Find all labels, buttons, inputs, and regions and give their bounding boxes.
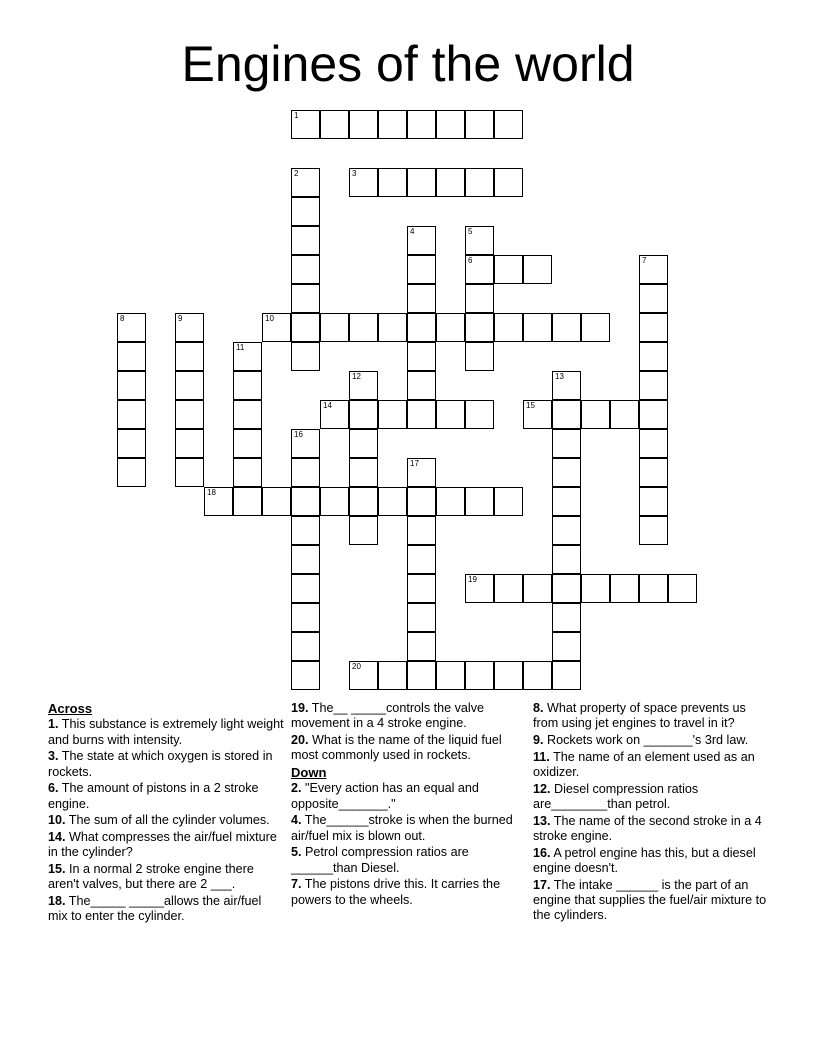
crossword-cell[interactable] — [233, 400, 262, 429]
clue-down-9 — [533, 733, 769, 748]
crossword-cell[interactable] — [378, 661, 407, 690]
crossword-cell[interactable] — [233, 487, 262, 516]
clue-text: The______stroke is when the burned air/fuel mix is blown out. — [291, 813, 513, 843]
clue-down-2 — [291, 781, 527, 812]
clue-across-20 — [291, 733, 527, 764]
clue-text: The name of an element used as an oxidizer. — [533, 749, 755, 779]
crossword-cell[interactable] — [175, 429, 204, 458]
crossword-cell[interactable] — [407, 342, 436, 371]
crossword-cell[interactable] — [668, 574, 697, 603]
crossword-cell[interactable] — [465, 110, 494, 139]
crossword-cell[interactable] — [494, 574, 523, 603]
clue-down-17 — [533, 878, 769, 924]
clue-text: What is the name of the liquid fuel most commonly used in rockets. — [291, 732, 502, 763]
crossword-cell[interactable] — [291, 545, 320, 574]
page-title: Engines of the world — [181, 36, 635, 92]
crossword-cell[interactable] — [610, 574, 639, 603]
crossword-cell[interactable] — [175, 400, 204, 429]
crossword-cell[interactable] — [291, 632, 320, 661]
crossword-cell[interactable] — [407, 313, 436, 342]
crossword-cell[interactable] — [494, 168, 523, 197]
crossword-cell[interactable] — [465, 284, 494, 313]
crossword-cell[interactable] — [378, 487, 407, 516]
crossword-cell[interactable] — [552, 603, 581, 632]
clue-number: 20. — [291, 732, 309, 747]
crossword-cell[interactable] — [320, 313, 349, 342]
clue-text: The amount of pistons in a 2 stroke engine. — [48, 781, 259, 811]
crossword-cell[interactable] — [436, 168, 465, 197]
crossword-cell[interactable] — [552, 487, 581, 516]
crossword-cell[interactable] — [117, 458, 146, 487]
down-heading: Down — [291, 764, 327, 780]
clue-number-label: 19 — [468, 575, 477, 584]
clue-number-label: 13 — [555, 372, 564, 381]
clue-number-label: 2 — [294, 169, 299, 178]
crossword-cell[interactable] — [494, 487, 523, 516]
crossword-cell[interactable] — [291, 255, 320, 284]
crossword-cell[interactable] — [494, 255, 523, 284]
crossword-cell[interactable] — [581, 400, 610, 429]
crossword-cell[interactable] — [291, 487, 320, 516]
clue-number: 6. — [48, 781, 59, 796]
clue-number: 1. — [48, 717, 59, 732]
clue-number: 3. — [48, 749, 59, 764]
crossword-cell[interactable] — [552, 632, 581, 661]
crossword-cell[interactable] — [291, 458, 320, 487]
clue-number-label: 16 — [294, 430, 303, 439]
crossword-cell[interactable] — [349, 458, 378, 487]
crossword-cell[interactable] — [233, 342, 262, 371]
clue-across-14 — [48, 830, 284, 861]
crossword-cell[interactable] — [494, 661, 523, 690]
crossword-cell[interactable] — [349, 487, 378, 516]
clue-down-4 — [291, 813, 527, 844]
clue-number-label: 18 — [207, 488, 216, 497]
crossword-cell[interactable] — [349, 661, 378, 690]
clue-number-label: 20 — [352, 662, 361, 671]
clue-across-18 — [48, 894, 284, 925]
crossword-cell[interactable] — [407, 574, 436, 603]
clue-number-label: 10 — [265, 314, 274, 323]
crossword-cell[interactable] — [291, 197, 320, 226]
crossword-cell[interactable] — [581, 313, 610, 342]
clue-number-label: 7 — [642, 256, 647, 265]
crossword-cell[interactable] — [523, 255, 552, 284]
crossword-cell[interactable] — [436, 487, 465, 516]
clue-number: 18. — [48, 893, 66, 908]
crossword-cell[interactable] — [349, 429, 378, 458]
clue-down-5 — [291, 845, 527, 876]
clue-across-15 — [48, 862, 284, 893]
crossword-cell[interactable] — [552, 458, 581, 487]
crossword-cell[interactable] — [291, 516, 320, 545]
clue-text: "Every action has an equal and opposite_______." — [291, 781, 479, 811]
crossword-cell[interactable] — [639, 574, 668, 603]
crossword-cell[interactable] — [465, 574, 494, 603]
crossword-cell[interactable] — [291, 603, 320, 632]
crossword-cell[interactable] — [465, 255, 494, 284]
clue-number: 17. — [533, 877, 551, 892]
clue-text: The_____ _____allows the air/fuel mix to enter the cylinder. — [48, 893, 262, 924]
clue-column-3 — [533, 701, 769, 925]
crossword-cell[interactable] — [639, 255, 668, 284]
crossword-cell[interactable] — [436, 400, 465, 429]
clue-across-6 — [48, 781, 284, 812]
crossword-cell[interactable] — [523, 574, 552, 603]
crossword-cell[interactable] — [407, 487, 436, 516]
crossword-cell[interactable] — [349, 168, 378, 197]
crossword-cell[interactable] — [552, 661, 581, 690]
crossword-cell[interactable] — [639, 458, 668, 487]
crossword-cell[interactable] — [378, 110, 407, 139]
crossword-cell[interactable] — [320, 487, 349, 516]
crossword-cell[interactable] — [552, 371, 581, 400]
crossword-cell[interactable] — [175, 342, 204, 371]
clue-text: This substance is extremely light weight and burns with intensity. — [48, 717, 284, 747]
crossword-cell[interactable] — [639, 342, 668, 371]
clue-number-label: 11 — [236, 343, 245, 352]
crossword-cell[interactable] — [233, 371, 262, 400]
clue-column-1 — [48, 701, 284, 926]
crossword-cell[interactable] — [291, 110, 320, 139]
crossword-cell[interactable] — [407, 371, 436, 400]
crossword-cell[interactable] — [378, 313, 407, 342]
crossword-cell[interactable] — [407, 168, 436, 197]
crossword-cell[interactable] — [117, 313, 146, 342]
crossword-cell[interactable] — [407, 516, 436, 545]
clue-across-10 — [48, 813, 284, 828]
crossword-cell[interactable] — [552, 313, 581, 342]
clue-number-label: 6 — [468, 256, 473, 265]
clue-number: 15. — [48, 861, 66, 876]
crossword-cell[interactable] — [494, 110, 523, 139]
crossword-cell[interactable] — [291, 226, 320, 255]
clue-text: The pistons drive this. It carries the powers to the wheels. — [291, 877, 501, 907]
crossword-cell[interactable] — [407, 661, 436, 690]
clue-number: 14. — [48, 829, 66, 844]
crossword-cell[interactable] — [552, 574, 581, 603]
clue-number: 16. — [533, 845, 551, 860]
clue-across-1 — [48, 717, 284, 748]
clue-text: Petrol compression ratios are ______than Diesel. — [291, 845, 469, 875]
clue-number-label: 15 — [526, 401, 535, 410]
crossword-cell[interactable] — [175, 313, 204, 342]
crossword-cell[interactable] — [552, 400, 581, 429]
clue-text: In a normal 2 stroke engine there aren't valves, but there are 2 ___. — [48, 861, 254, 892]
clue-text: The state at which oxygen is stored in rockets. — [48, 749, 273, 779]
clue-text: A petrol engine has this, but a diesel engine doesn't. — [533, 845, 756, 875]
clue-text: The name of the second stroke in a 4 stroke engine. — [533, 813, 762, 843]
crossword-cell[interactable] — [436, 110, 465, 139]
clue-text: The__ _____controls the valve movement in a 4 stroke engine. — [291, 701, 485, 731]
crossword-cell[interactable] — [175, 371, 204, 400]
clue-number: 19. — [291, 701, 309, 715]
crossword-cell[interactable] — [349, 516, 378, 545]
crossword-cell[interactable] — [407, 226, 436, 255]
crossword-cell[interactable] — [233, 429, 262, 458]
crossword-cell[interactable] — [407, 545, 436, 574]
crossword-cell[interactable] — [610, 400, 639, 429]
crossword-cell[interactable] — [639, 516, 668, 545]
crossword-cell[interactable] — [291, 429, 320, 458]
crossword-cell[interactable] — [465, 313, 494, 342]
crossword-cell[interactable] — [552, 545, 581, 574]
clue-number: 2. — [291, 781, 302, 796]
clue-number: 9. — [533, 732, 544, 747]
clue-number: 8. — [533, 701, 544, 715]
crossword-cell[interactable] — [262, 487, 291, 516]
crossword-cell[interactable] — [407, 255, 436, 284]
crossword-cell[interactable] — [175, 458, 204, 487]
clue-down-13 — [533, 814, 769, 845]
clue-number-label: 1 — [294, 111, 299, 120]
clue-text: What property of space prevents us from using jet engines to travel in it? — [533, 701, 746, 731]
clue-number: 4. — [291, 813, 302, 828]
clue-down-8 — [533, 701, 769, 732]
clue-across-19 — [291, 701, 527, 732]
clue-number-label: 4 — [410, 227, 415, 236]
crossword-cell[interactable] — [407, 400, 436, 429]
clue-number: 12. — [533, 781, 551, 796]
crossword-cell[interactable] — [407, 284, 436, 313]
crossword-cell[interactable] — [117, 400, 146, 429]
crossword-cell[interactable] — [291, 574, 320, 603]
crossword-cell[interactable] — [233, 458, 262, 487]
crossword-cell[interactable] — [349, 110, 378, 139]
crossword-cell[interactable] — [465, 400, 494, 429]
crossword-cell[interactable] — [117, 342, 146, 371]
crossword-cell[interactable] — [494, 313, 523, 342]
crossword-cell[interactable] — [407, 603, 436, 632]
crossword-cell[interactable] — [204, 487, 233, 516]
crossword-cell[interactable] — [291, 284, 320, 313]
crossword-cell[interactable] — [465, 342, 494, 371]
clue-number-label: 14 — [323, 401, 332, 410]
crossword-cell[interactable] — [639, 487, 668, 516]
clue-number: 13. — [533, 813, 551, 828]
crossword-cell[interactable] — [465, 226, 494, 255]
crossword-cell[interactable] — [436, 661, 465, 690]
crossword-cell[interactable] — [349, 400, 378, 429]
clue-down-7 — [291, 877, 527, 908]
clue-text: The sum of all the cylinder volumes. — [65, 813, 270, 828]
crossword-cell[interactable] — [291, 168, 320, 197]
crossword-cell[interactable] — [436, 313, 465, 342]
clue-column-2 — [291, 701, 527, 909]
clue-down-11 — [533, 750, 769, 781]
crossword-cell[interactable] — [407, 632, 436, 661]
crossword-cell[interactable] — [349, 313, 378, 342]
crossword-cell[interactable] — [552, 429, 581, 458]
crossword-cell[interactable] — [320, 110, 349, 139]
clue-down-16 — [533, 846, 769, 877]
clue-number-label: 8 — [120, 314, 125, 323]
clue-text: What compresses the air/fuel mixture in the cylinder? — [48, 829, 277, 860]
crossword-cell[interactable] — [378, 168, 407, 197]
clue-text: Rockets work on _______'s 3rd law. — [543, 732, 749, 747]
across-heading: Across — [48, 701, 93, 716]
clue-number-label: 9 — [178, 314, 183, 323]
clue-number: 10. — [48, 813, 66, 828]
clue-text: Diesel compression ratios are________than petrol. — [533, 781, 699, 811]
crossword-cell[interactable] — [349, 371, 378, 400]
crossword-cell[interactable] — [291, 342, 320, 371]
crossword-cell[interactable] — [639, 400, 668, 429]
crossword-cell[interactable] — [291, 313, 320, 342]
crossword-cell[interactable] — [639, 313, 668, 342]
crossword-cell[interactable] — [320, 400, 349, 429]
clue-number-label: 5 — [468, 227, 473, 236]
crossword-cell[interactable] — [407, 110, 436, 139]
clue-number-label: 12 — [352, 372, 361, 381]
crossword-cell[interactable] — [291, 661, 320, 690]
clue-number-label: 3 — [352, 169, 357, 178]
clue-number: 11. — [533, 749, 550, 764]
crossword-cell[interactable] — [639, 371, 668, 400]
clue-number: 7. — [291, 877, 302, 892]
crossword-cell[interactable] — [262, 313, 291, 342]
crossword-cell[interactable] — [465, 487, 494, 516]
clue-text: The intake ______ is the part of an engine that supplies the fuel/air mixture to the cylinders. — [533, 877, 767, 923]
crossword-cell[interactable] — [639, 429, 668, 458]
crossword-cell[interactable] — [523, 661, 552, 690]
crossword-cell[interactable] — [117, 429, 146, 458]
crossword-cell[interactable] — [465, 168, 494, 197]
crossword-cell[interactable] — [117, 371, 146, 400]
clue-down-12 — [533, 782, 769, 813]
crossword-cell[interactable] — [639, 284, 668, 313]
crossword-cell[interactable] — [378, 400, 407, 429]
clue-number: 5. — [291, 845, 302, 860]
clue-across-3 — [48, 749, 284, 780]
crossword-cell[interactable] — [581, 574, 610, 603]
crossword-cell[interactable] — [465, 661, 494, 690]
clue-number-label: 17 — [410, 459, 419, 468]
crossword-cell[interactable] — [552, 516, 581, 545]
crossword-cell[interactable] — [523, 400, 552, 429]
crossword-cell[interactable] — [523, 313, 552, 342]
crossword-cell[interactable] — [407, 458, 436, 487]
